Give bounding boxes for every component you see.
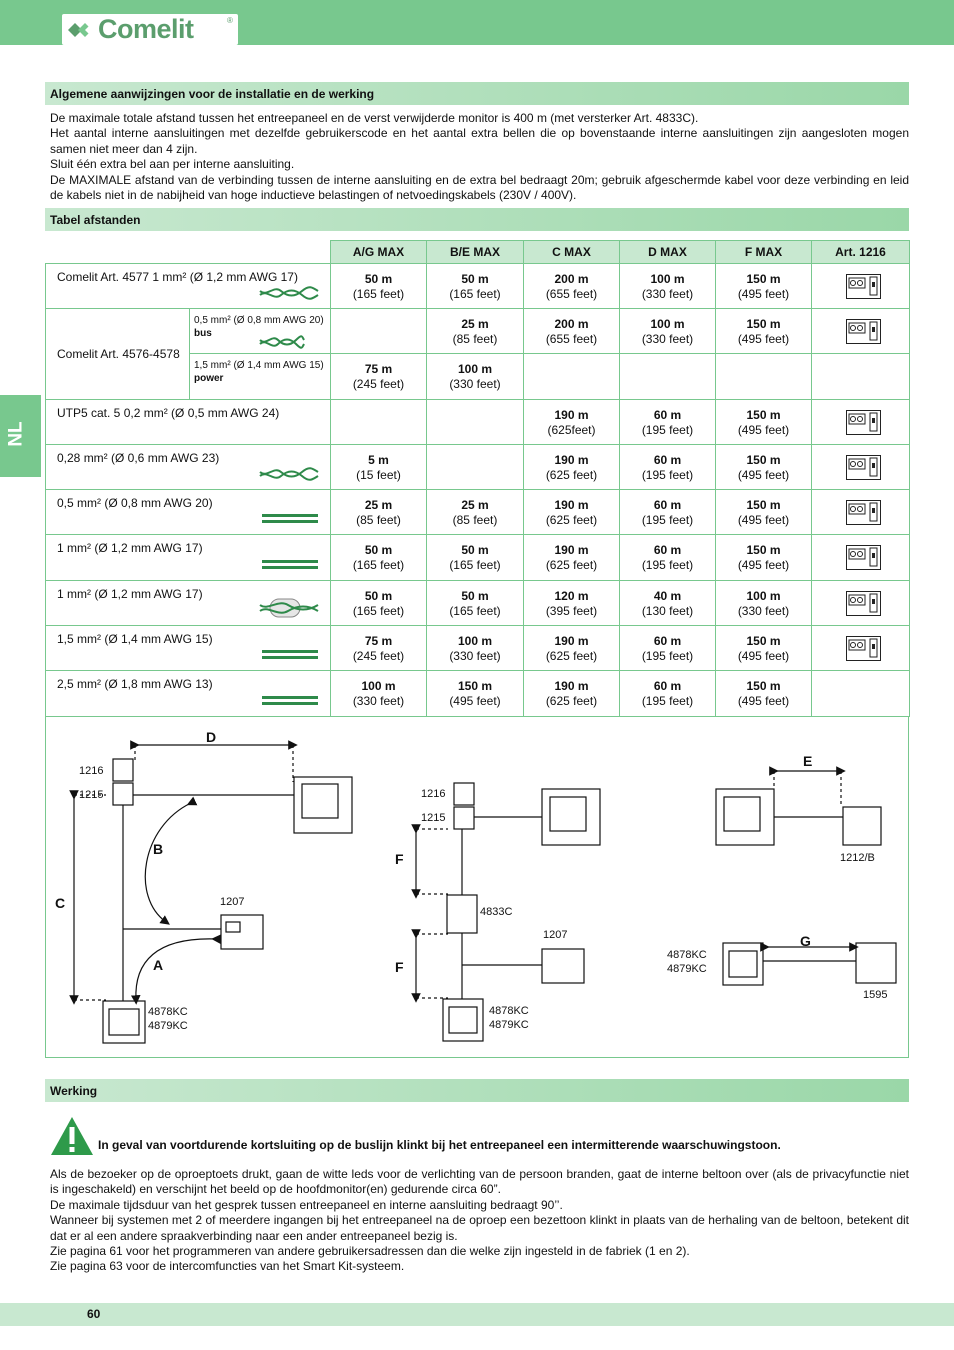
value-cell: 60 m (195 feet) (620, 445, 716, 490)
twisted-cable-icon (260, 469, 318, 479)
shielded-cable-icon (260, 597, 318, 619)
value-cell: 60 m (195 feet) (620, 400, 716, 445)
row-label: Comelit Art. 4577 1 mm² (Ø 1,2 mm AWG 17) (57, 270, 298, 284)
row-label-cell (46, 309, 190, 400)
row-label: 1 mm² (Ø 1,2 mm AWG 17) (57, 587, 203, 601)
logo-registered: ® (227, 16, 233, 25)
row-label-cell (46, 581, 331, 626)
twisted-cable-icon (260, 288, 318, 298)
value-cell: 150 m (495 feet) (716, 671, 812, 717)
table-row (46, 535, 910, 581)
column-header: D MAX (620, 241, 716, 264)
row-label-cell (46, 490, 331, 535)
wiring-diagram (45, 716, 909, 1058)
table-row (46, 309, 910, 354)
dimension-a: A (153, 957, 164, 973)
comelit-logo (62, 14, 238, 45)
value-cell (716, 354, 812, 400)
row-label-cell (46, 264, 331, 309)
row-label: Comelit Art. 4576-4578 (57, 347, 180, 361)
paragraph: De MAXIMALE afstand van de verbinding tussen de interne aansluiting en de extra bel bedraagt 20m; gebruik afgeschermde kabel voor deze verbinding en leid de kabels niet in de nabijheid van hoge inductieve belastingen of netvoedingskabels (230V / 400V). (50, 172, 909, 203)
sub-tag: bus (194, 328, 212, 339)
row-label-cell (46, 535, 331, 581)
art-1216-icon (846, 319, 882, 345)
art1216-cell (812, 264, 910, 309)
dimension-g: G (800, 933, 811, 949)
label-4879kc: 4879KC (667, 963, 707, 975)
table-row (46, 445, 910, 490)
general-text (50, 111, 909, 203)
value-cell: 75 m (245 feet) (331, 626, 427, 671)
value-cell: 25 m (85 feet) (331, 490, 427, 535)
dimension-f-1: F (395, 851, 404, 867)
value-cell: 150 m (495 feet) (716, 400, 812, 445)
warning-icon (50, 1116, 94, 1156)
parallel-cable-icon (262, 650, 318, 660)
row-label-cell (46, 445, 331, 490)
section-heading-text: Algemene aanwijzingen voor de installatie en de werking (50, 87, 375, 101)
art-1216-icon (846, 636, 882, 662)
paragraph: Het aantal interne aansluitingen met dezelfde gebruikerscode en het aantal extra bellen die op bovenstaande interne aansluitingen zijn aangesloten mogen samen niet meer dan 4 zijn. (50, 126, 909, 156)
art-1216-icon (846, 455, 882, 481)
paragraph: Sluit één extra bel aan per interne aansluiting. (50, 157, 295, 172)
section-heading-table (45, 208, 909, 231)
sub-label-cell (190, 354, 331, 400)
art1216-cell (812, 400, 910, 445)
label-1595: 1595 (863, 989, 888, 1001)
footer-bar (0, 1303, 954, 1326)
value-cell: 100 m (330 feet) (716, 581, 812, 626)
value-cell: 150 m (495 feet) (427, 671, 524, 717)
value-cell: 50 m (165 feet) (331, 581, 427, 626)
art-1216-icon (846, 545, 882, 571)
value-cell: 100 m (330 feet) (427, 626, 524, 671)
value-cell (331, 400, 427, 445)
warning-text: In geval van voortdurende kortsluiting op de buslijn klinkt bij het entreepaneel een intermitterende waarschuwingstoon. (98, 1138, 781, 1152)
parallel-cable-icon (262, 560, 318, 570)
table-row (46, 490, 910, 535)
value-cell (427, 400, 524, 445)
row-label-cell (46, 671, 331, 717)
row-label: 1,5 mm² (Ø 1,4 mm AWG 15) (57, 632, 213, 646)
label-1207: 1207 (543, 929, 568, 941)
sub-label: 1,5 mm² (Ø 1,4 mm AWG 15) (194, 360, 324, 371)
value-cell: 60 m (195 feet) (620, 671, 716, 717)
value-cell: 200 m (655 feet) (524, 264, 620, 309)
section-heading-general (45, 82, 909, 105)
value-cell: 50 m (165 feet) (331, 535, 427, 581)
row-label: 0,5 mm² (Ø 0,8 mm AWG 20) (57, 496, 213, 510)
value-cell: 50 m (165 feet) (427, 264, 524, 309)
value-cell: 40 m (130 feet) (620, 581, 716, 626)
value-cell: 100 m (330 feet) (427, 354, 524, 400)
sub-tag: power (194, 373, 224, 384)
page-number: 60 (87, 1307, 101, 1321)
value-cell: 150 m (495 feet) (716, 535, 812, 581)
sub-label-cell (190, 309, 331, 354)
row-label: 1 mm² (Ø 1,2 mm AWG 17) (57, 541, 203, 555)
column-header: B/E MAX (427, 241, 524, 264)
value-cell: 190 m (625feet) (524, 400, 620, 445)
art-1216-icon (846, 410, 882, 436)
row-label: UTP5 cat. 5 0,2 mm² (Ø 0,5 mm AWG 24) (57, 406, 280, 420)
dimension-e: E (803, 753, 813, 769)
art1216-cell (812, 490, 910, 535)
row-label-cell (46, 626, 331, 671)
value-cell: 50 m (165 feet) (427, 535, 524, 581)
value-cell (427, 445, 524, 490)
art1216-cell (812, 309, 910, 354)
row-label: 0,28 mm² (Ø 0,6 mm AWG 23) (57, 451, 220, 465)
value-cell: 150 m (495 feet) (716, 445, 812, 490)
column-header: Art. 1216 (812, 241, 910, 264)
label-1215: 1215 (421, 812, 446, 824)
table-corner (46, 241, 331, 264)
value-cell: 150 m (495 feet) (716, 626, 812, 671)
section-heading-text: Tabel afstanden (50, 213, 141, 227)
table-row (46, 400, 910, 445)
value-cell (331, 309, 427, 354)
value-cell (620, 354, 716, 400)
value-cell: 50 m (165 feet) (427, 581, 524, 626)
value-cell: 120 m (395 feet) (524, 581, 620, 626)
dimension-b: B (153, 841, 164, 857)
table-row (46, 264, 910, 309)
value-cell: 25 m (85 feet) (427, 490, 524, 535)
column-header: A/G MAX (331, 241, 427, 264)
logo-mark-icon (68, 21, 96, 39)
label-4879kc: 4879KC (489, 1019, 529, 1031)
label-4879kc: 4879KC (148, 1020, 188, 1032)
row-label: 2,5 mm² (Ø 1,8 mm AWG 13) (57, 677, 213, 691)
paragraph: Wanneer bij systemen met 2 of meerdere ingangen bij het entreepaneel na de oproep een bezettoon klinkt in plaats van de herhaling van de beltoon, betekent dit dat er al een andere spraakverbinding naar een ander entreepaneel bezig is. (50, 1213, 909, 1243)
value-cell: 200 m (655 feet) (524, 309, 620, 354)
language-tab-label: NL (5, 421, 27, 447)
logo-text: Comelit (98, 14, 194, 44)
label-4878kc: 4878KC (148, 1006, 188, 1018)
art1216-cell (812, 445, 910, 490)
label-1216: 1216 (421, 788, 446, 800)
value-cell: 25 m (85 feet) (427, 309, 524, 354)
column-header: C MAX (524, 241, 620, 264)
value-cell: 100 m (330 feet) (620, 264, 716, 309)
table-header-row (46, 241, 910, 264)
value-cell: 150 m (495 feet) (716, 490, 812, 535)
sub-label: 0,5 mm² (Ø 0,8 mm AWG 20) (194, 315, 324, 326)
table-row (46, 626, 910, 671)
table-row (46, 671, 910, 717)
value-cell: 100 m (330 feet) (620, 309, 716, 354)
paragraph: De maximale totale afstand tussen het entreepaneel en de verst verwijderde monitor is 400 m (met versterker Art. 4833C). (50, 111, 699, 125)
value-cell: 190 m (625 feet) (524, 445, 620, 490)
art-1216-icon (846, 591, 882, 617)
label-4833c: 4833C (480, 906, 513, 918)
art-1216-icon (846, 500, 882, 526)
value-cell: 5 m (15 feet) (331, 445, 427, 490)
value-cell: 190 m (625 feet) (524, 535, 620, 581)
parallel-cable-icon (262, 514, 318, 524)
empty-cell (812, 354, 910, 400)
art1216-cell (812, 581, 910, 626)
dimension-d: D (206, 729, 217, 745)
value-cell: 60 m (195 feet) (620, 535, 716, 581)
value-cell: 50 m (165 feet) (331, 264, 427, 309)
distance-table (45, 240, 910, 717)
value-cell (524, 354, 620, 400)
value-cell: 190 m (625 feet) (524, 626, 620, 671)
section-heading-text: Werking (50, 1084, 98, 1098)
parallel-cable-icon (262, 696, 318, 706)
dimension-f-2: F (395, 959, 404, 975)
label-1212b: 1212/B (840, 852, 875, 864)
label-1216: 1216 (79, 765, 104, 777)
label-4878kc: 4878KC (667, 949, 707, 961)
label-1215: 1215 (79, 789, 104, 801)
label-1207: 1207 (220, 896, 245, 908)
row-label-cell (46, 400, 331, 445)
operation-text (50, 1167, 909, 1275)
empty-cell (812, 671, 910, 717)
table-row (46, 581, 910, 626)
column-header: F MAX (716, 241, 812, 264)
art-1216-icon (846, 274, 882, 300)
value-cell: 150 m (495 feet) (716, 264, 812, 309)
language-tab (0, 395, 41, 477)
paragraph: De maximale tijdsduur van het gesprek tussen entreepaneel en interne aansluiting bedraagt 90’’. (50, 1197, 563, 1212)
value-cell: 60 m (195 feet) (620, 490, 716, 535)
value-cell: 190 m (625 feet) (524, 490, 620, 535)
value-cell: 190 m (625 feet) (524, 671, 620, 717)
art1216-cell (812, 535, 910, 581)
value-cell: 75 m (245 feet) (331, 354, 427, 400)
value-cell: 60 m (195 feet) (620, 626, 716, 671)
value-cell: 100 m (330 feet) (331, 671, 427, 717)
paragraph: Zie pagina 63 voor de intercomfuncties van het Smart Kit-systeem. (50, 1259, 405, 1274)
twisted-cable-icon (260, 337, 304, 347)
value-cell: 150 m (495 feet) (716, 309, 812, 354)
label-4878kc: 4878KC (489, 1005, 529, 1017)
section-heading-operation (45, 1079, 909, 1102)
paragraph: Zie pagina 61 voor het programmeren van andere gebruikersadressen dan die welke zijn ingesteld in de fabriek (1 en 2). (50, 1244, 690, 1259)
dimension-c: C (55, 895, 66, 911)
art1216-cell (812, 626, 910, 671)
paragraph: Als de bezoeker op de oproeptoets drukt, gaan de witte leds voor de verlichting van de persoon branden, gaat de interne beltoon over (als de privacyfunctie niet is ingeschakeld) en verschijnt het beeld op de hoofdmonitor(en) gedurende circa 60”. (50, 1167, 909, 1197)
